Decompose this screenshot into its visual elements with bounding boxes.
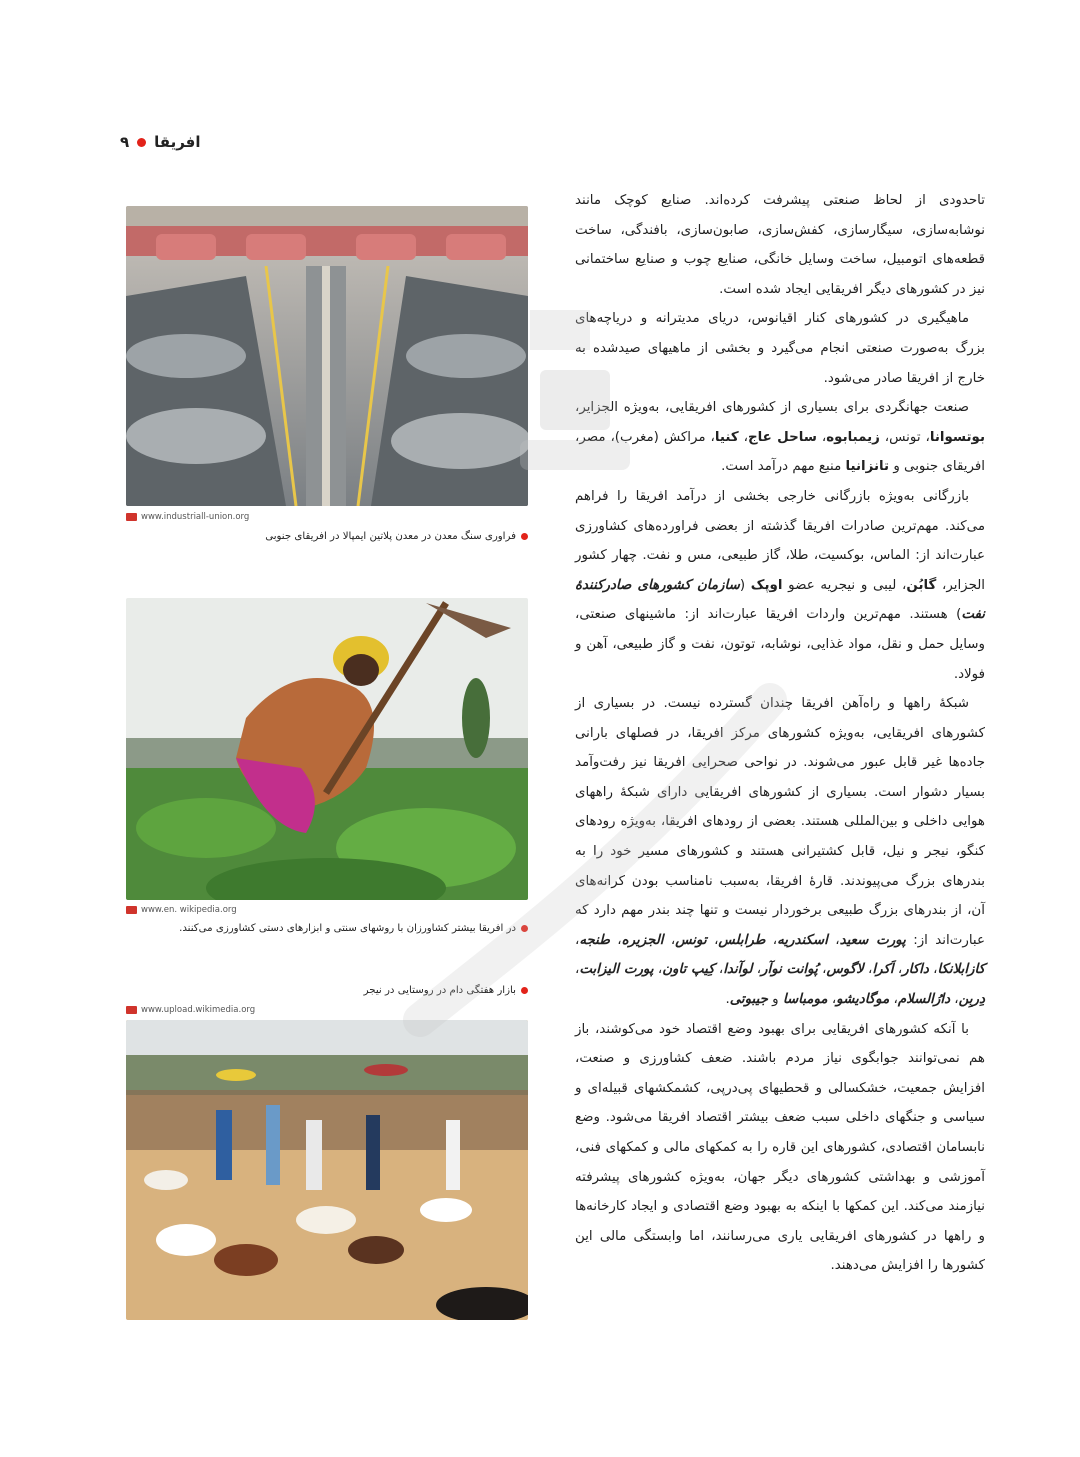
body-text-column bbox=[575, 186, 985, 1281]
body-paragraph bbox=[575, 393, 985, 482]
text-run: ، bbox=[663, 932, 676, 948]
text-run: ، bbox=[893, 962, 903, 978]
body-paragraph bbox=[575, 304, 985, 393]
body-paragraph bbox=[575, 1015, 985, 1281]
text-run: ، bbox=[609, 932, 622, 948]
text-run: ( bbox=[739, 577, 751, 593]
text-run: ، bbox=[706, 932, 719, 948]
text-run: ، bbox=[765, 932, 778, 948]
text-run: شبکۀ راهها و راه‌آهن افریقا چندان گسترده نیست. در بسیاری از کشورهای افریقایی، به‌ویژه کشورهای مرکز افریقا، در فصلهای بارانی جاده‌ها غیر قابل عبور می‌شوند. در نواحی صحرایی افریقا نیز رفت‌وآمد بسیار دشوار است. بسیاری از کشورهای افریقایی دارای شبکۀ راههای هوایی داخلی و بین‌المللی هستند. بعضی از رودهای افریقا، به‌ویژه رودهای کنگو، نیجر و نیل، قابل کشتیرانی هستند و کشورهای مسیر خود را به بندرهای بزرگ می‌پیوندند. قارۀ افریقا، به‌سبب نامناسب بودن کرانه‌های آن، از بندرهای بزرگ طبیعی برخوردار نیست و تنها چند بندر مهم دارد که عبارت‌اند از: bbox=[575, 696, 985, 948]
emphasized-term: گابُن bbox=[906, 577, 937, 593]
emphasized-term: دِربِن bbox=[958, 992, 985, 1008]
emphasized-term: تونس bbox=[675, 932, 707, 948]
text-run: ، bbox=[714, 962, 724, 978]
emphasized-term: طرابلس bbox=[718, 932, 766, 948]
emphasized-term: لوآندا bbox=[723, 962, 753, 978]
text-run: تاحدودی از لحاظ صنعتی پیشرفت کرده‌اند. صنایع کوچک مانند نوشابه‌سازی، سیگارسازی، کفش‌سازی، صابون‌سازی، بافندگی، ساخت قطعه‌های اتومبیل، ساخت وسایل خانگی، صنایع چوب و صنایع ساختمانی نیز در کشورهای دیگر افریقایی ایجاد شده است. bbox=[575, 193, 985, 297]
text-run: منبع مهم درآمد است. bbox=[721, 459, 846, 475]
emphasized-term: اَکرا bbox=[872, 962, 894, 978]
text-run: ) هستند. مهم‌ترین واردات افریقا عبارت‌اند از: ماشینهای صنعتی، وسایل حمل و نقل، مواد غذایی، نوشابه، توتون، نفت و گاز طبیعی، آهن و فولاد. bbox=[575, 607, 985, 682]
text-run: . bbox=[725, 992, 730, 1008]
text-run: ، لیبی و نیجریه عضو bbox=[782, 577, 907, 593]
emphasized-term: ساحل عاج bbox=[747, 429, 817, 445]
credit-text: www.en. wikipedia.org bbox=[141, 905, 237, 915]
figure-ore-processing-photo bbox=[126, 206, 528, 506]
body-paragraph bbox=[575, 186, 985, 304]
camera-icon bbox=[126, 906, 137, 914]
caption-text: بازار هفتگی دام در روستایی در نیجر bbox=[363, 985, 516, 996]
text-run: ، مراکش (مغرب)، مصر، افریقای جنوبی و bbox=[575, 429, 985, 475]
caption-bullet-icon bbox=[521, 987, 528, 994]
text-run: صنعت جهانگردی برای بسیاری از کشورهای افریقایی، به‌ویژه الجزایر، bbox=[575, 400, 969, 416]
emphasized-term: جیبوتی bbox=[729, 992, 768, 1008]
text-run: ، bbox=[928, 962, 938, 978]
text-run: ماهیگیری در کشورهای کنار اقیانوس، دریای مدیترانه و دریاچه‌های بزرگ به‌صورت صنعتی انجام می‌گیرد و بخشی از ماهیهای صیدشده به خارج از افریقا صادر می‌شود. bbox=[575, 311, 985, 386]
text-run: ، bbox=[653, 962, 663, 978]
caption-text: در افریقا بیشتر کشاورزان با روشهای سنتی و ابزارهای دستی کشاورزی می‌کنند. bbox=[179, 923, 516, 934]
caption-bullet-icon bbox=[521, 533, 528, 540]
body-paragraph bbox=[575, 689, 985, 1015]
camera-icon bbox=[126, 513, 137, 521]
text-run: بازرگانی به‌ویژه بازرگانی خارجی بخشی از درآمد افریقا را فراهم می‌کند. مهم‌ترین صادرات افریقا گذشته از بعضی فراورده‌های کشاورزی عبارت‌اند از: الماس، بوکسیت، طلا، گاز طبیعی، مس و نفت. چهار کشور الجزایر، bbox=[575, 488, 986, 593]
emphasized-term: طنجه bbox=[579, 932, 610, 948]
header-bullet-icon bbox=[137, 138, 146, 147]
emphasized-term: موگادیشو bbox=[836, 992, 890, 1008]
figure-livestock-market-photo bbox=[126, 1020, 528, 1320]
figure-credit bbox=[126, 905, 528, 915]
emphasized-term: سازمان کشورهای صادرکنندۀ نفت bbox=[575, 577, 985, 623]
running-title: افریقا bbox=[154, 133, 201, 151]
emphasized-term: کِیپ تاون bbox=[662, 962, 715, 978]
caption-bullet-icon bbox=[521, 925, 528, 932]
emphasized-term: اسکندریه bbox=[777, 932, 828, 948]
emphasized-term: مومباسا bbox=[782, 992, 828, 1008]
emphasized-term: الجزیره bbox=[621, 932, 664, 948]
page-number: ۹ bbox=[120, 133, 130, 151]
figure-credit bbox=[126, 512, 528, 522]
emphasized-term: دارُالسلام bbox=[897, 992, 951, 1008]
emphasized-term: پورت سعید bbox=[839, 932, 906, 948]
text-run: ، bbox=[752, 962, 762, 978]
caption-text: فراوری سنگ معدن در معدن پلاتین ایمپالا در افریقای جنوبی bbox=[265, 531, 516, 542]
emphasized-term: بوتسوانا bbox=[929, 429, 985, 445]
emphasized-term: کازابلانکا bbox=[937, 962, 985, 978]
body-paragraph bbox=[575, 482, 985, 689]
figure-caption bbox=[126, 923, 528, 934]
figure-caption bbox=[126, 531, 528, 542]
text-run: ، bbox=[889, 992, 898, 1008]
text-run: با آنکه کشورهای افریقایی برای بهبود وضع اقتصاد خود می‌کوشند، باز هم نمی‌توانند جوابگوی نیاز مردم باشند. ضعف کشاورزی و صنعت، افزایش جمعیت، خشکسالی و قحطیهای پی‌درپی، کشمکشهای قبیله‌ای و سیاسی و جنگهای داخلی سبب ضعف بیشتر اقتصاد افریقا می‌شود. وضع نابسامان اقتصادی، کشورهای این قاره را به کمکهای مالی و کمکهای فنی، آموزشی و بهداشتی کشورهای دیگر جهان، به‌ویژه کشورهای پیشرفته نیازمند می‌کند. این کمکها با اینکه به بهبود وضع اقتصادی و ایجاد کارخانه‌ها و راهها در کشورهای افریقایی یاری می‌رسانند، اما وابستگی مالی این کشورها را افزایش می‌دهند. bbox=[575, 1021, 985, 1274]
emphasized-term: پورت الیزابت bbox=[579, 962, 654, 978]
figure-caption bbox=[126, 985, 528, 996]
text-run: ، bbox=[738, 429, 748, 445]
figure-credit bbox=[126, 1005, 528, 1015]
emphasized-term: اوپک bbox=[750, 577, 783, 593]
text-run: ، bbox=[827, 992, 837, 1008]
figure-farmer-photo bbox=[126, 598, 528, 900]
text-run: ، bbox=[817, 962, 827, 978]
emphasized-term: داکار bbox=[902, 962, 929, 978]
credit-text: www.upload.wikimedia.org bbox=[141, 1005, 256, 1015]
text-run: ، bbox=[575, 962, 580, 978]
text-run: ، bbox=[816, 429, 827, 445]
text-run: و bbox=[767, 992, 783, 1008]
text-run: ، bbox=[575, 932, 580, 948]
emphasized-term: کنیا bbox=[714, 429, 739, 445]
emphasized-term: لاگوس bbox=[826, 962, 864, 978]
camera-icon bbox=[126, 1006, 137, 1014]
emphasized-term: تانزانیا bbox=[845, 459, 890, 475]
page-header bbox=[120, 128, 320, 156]
text-run: ، bbox=[827, 932, 840, 948]
credit-text: www.industriall-union.org bbox=[141, 512, 250, 522]
emphasized-term: پُوانت نوآر bbox=[761, 962, 818, 978]
text-run: ، bbox=[950, 992, 959, 1008]
text-run: ، تونس، bbox=[879, 429, 930, 445]
text-run: ، bbox=[863, 962, 873, 978]
emphasized-term: زیمبابوه bbox=[826, 429, 880, 445]
